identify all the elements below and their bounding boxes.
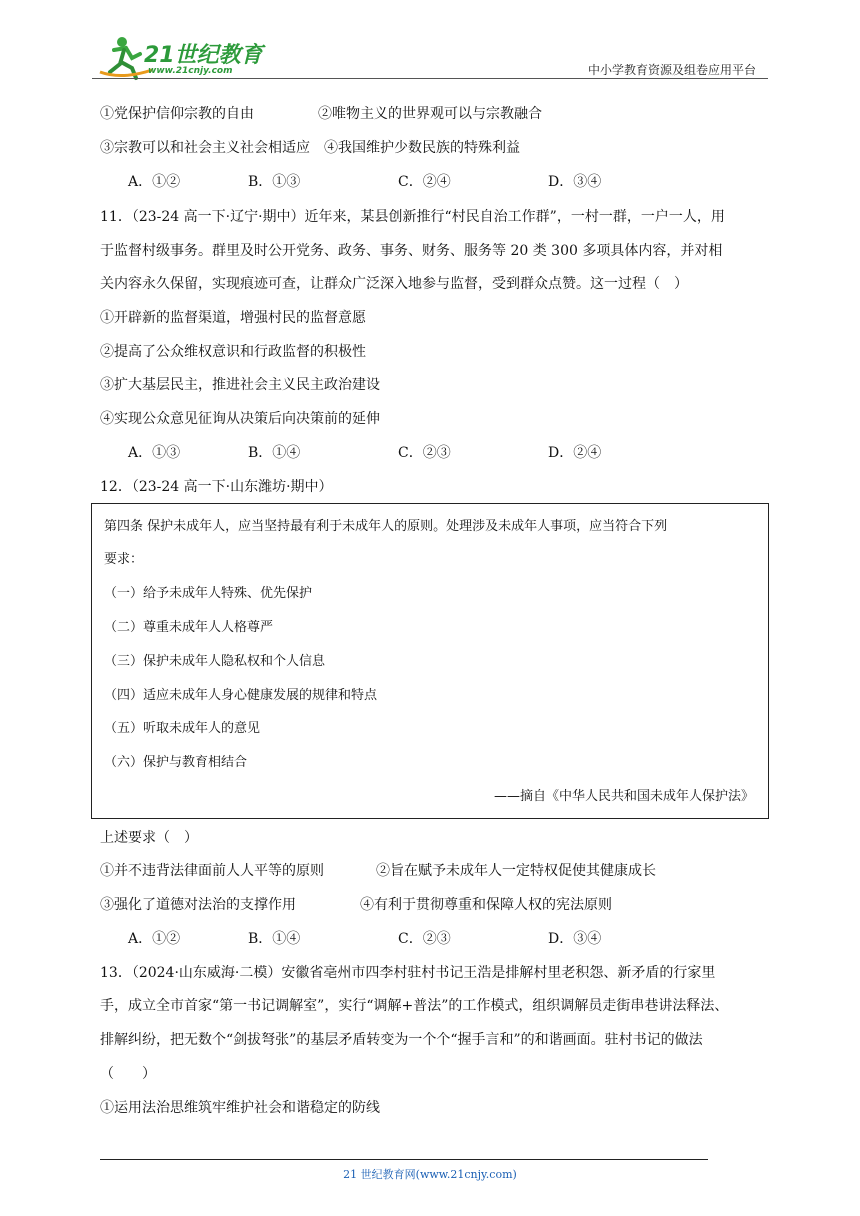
q10-option-b: B．①③ (248, 174, 301, 190)
q11-option-c: C．②③ (398, 445, 451, 461)
q11-option-a: A．①③ (128, 445, 181, 461)
q10-item-3-4: ③宗教可以和社会主义社会相适应 ④我国维护少数民族的特殊利益 (100, 140, 520, 156)
q13-stem-line-4: （ ） (100, 1066, 156, 1082)
box-source: ——摘自《中华人民共和国未成年人保护法》 (493, 789, 754, 804)
q10-item-2: ②唯物主义的世界观可以与宗教融合 (318, 106, 542, 122)
box-article-line-1: 第四条 保护未成年人，应当坚持最有利于未成年人的原则。处理涉及未成年人事项，应当符合下列 (104, 519, 668, 534)
q12-option-a: A．①② (128, 931, 181, 947)
q12-item-3: ③强化了道德对法治的支撑作用 (100, 897, 296, 913)
box-item-4: （四）适应未成年人身心健康发展的规律和特点 (104, 688, 378, 703)
q11-option-d: D．②④ (548, 445, 602, 461)
box-item-3: （三）保护未成年人隐私权和个人信息 (104, 654, 326, 669)
q12-item-1: ①并不违背法律面前人人平等的原则 (100, 863, 324, 879)
q12-option-b: B．①④ (248, 931, 301, 947)
logo-text: 21世纪教育 (144, 43, 263, 68)
header-platform-text: 中小学教育资源及组卷应用平台 (587, 63, 756, 77)
q12-option-c: C．②③ (398, 931, 451, 947)
q11-stem-line-1: 11．（23-24 高一下·辽宁·期中）近年来，某县创新推行“村民自治工作群”，一村一群，一户一人，用 (100, 209, 725, 225)
box-article-line-2: 要求： (104, 552, 144, 567)
q12-option-d: D．③④ (548, 931, 602, 947)
q13-item-1: ①运用法治思维筑牢维护社会和谐稳定的防线 (100, 1100, 380, 1116)
box-item-2: （二）尊重未成年人人格尊严 (104, 620, 274, 635)
q12-stem: 12．（23-24 高一下·山东潍坊·期中） (100, 479, 333, 495)
footer-divider (100, 1159, 708, 1160)
q13-stem-line-2: 手，成立全市首家“第一书记调解室”，实行“调解+普法”的工作模式，组织调解员走街串巷讲法释法、 (100, 998, 729, 1014)
q12-item-2: ②旨在赋予未成年人一定特权促使其健康成长 (376, 863, 656, 879)
q11-stem-line-3: 关内容永久保留，实现痕迹可查，让群众广泛深入地参与监督，受到群众点赞。这一过程（ ） (100, 276, 688, 292)
q12-item-4: ④有利于贯彻尊重和保障人权的宪法原则 (360, 897, 612, 913)
q12-law-excerpt-box (91, 503, 769, 819)
q11-stem-line-2: 于监督村级事务。群里及时公开党务、政务、事务、财务、服务等 20 类 300 多项具体内容，并对相 (100, 243, 723, 259)
q11-item-4: ④实现公众意见征询从决策后向决策前的延伸 (100, 411, 380, 427)
q12-after-text: 上述要求（ ） (100, 830, 198, 846)
box-item-1: （一）给予未成年人特殊、优先保护 (104, 586, 313, 601)
q13-stem-line-3: 排解纠纷，把无数个“剑拔弩张”的基层矛盾转变为一个个“握手言和”的和谐画面。驻村书记的做法 (100, 1032, 703, 1048)
q10-option-a: A．①② (128, 174, 181, 190)
logo-url: www.21cnjy.com (148, 66, 233, 76)
q10-option-c: C．②④ (398, 174, 451, 190)
q11-item-2: ②提高了公众维权意识和行政监督的积极性 (100, 344, 366, 360)
q10-item-1: ①党保护信仰宗教的自由 (100, 106, 254, 122)
q11-item-1: ①开辟新的监督渠道，增强村民的监督意愿 (100, 310, 366, 326)
footer-link[interactable]: 21 世纪教育网(www.21cnjy.com) (343, 1168, 517, 1181)
q13-stem-line-1: 13．（2024·山东威海·二模）安徽省亳州市四李村驻村书记王浩是排解村里老积怨、新矛盾的行家里 (100, 965, 716, 981)
box-item-6: （六）保护与教育相结合 (104, 755, 248, 770)
q11-option-b: B．①④ (248, 445, 301, 461)
header-divider (92, 78, 768, 79)
site-logo (92, 32, 262, 82)
q10-option-d: D．③④ (548, 174, 602, 190)
box-item-5: （五）听取未成年人的意见 (104, 721, 261, 736)
q11-item-3: ③扩大基层民主，推进社会主义民主政治建设 (100, 377, 380, 393)
